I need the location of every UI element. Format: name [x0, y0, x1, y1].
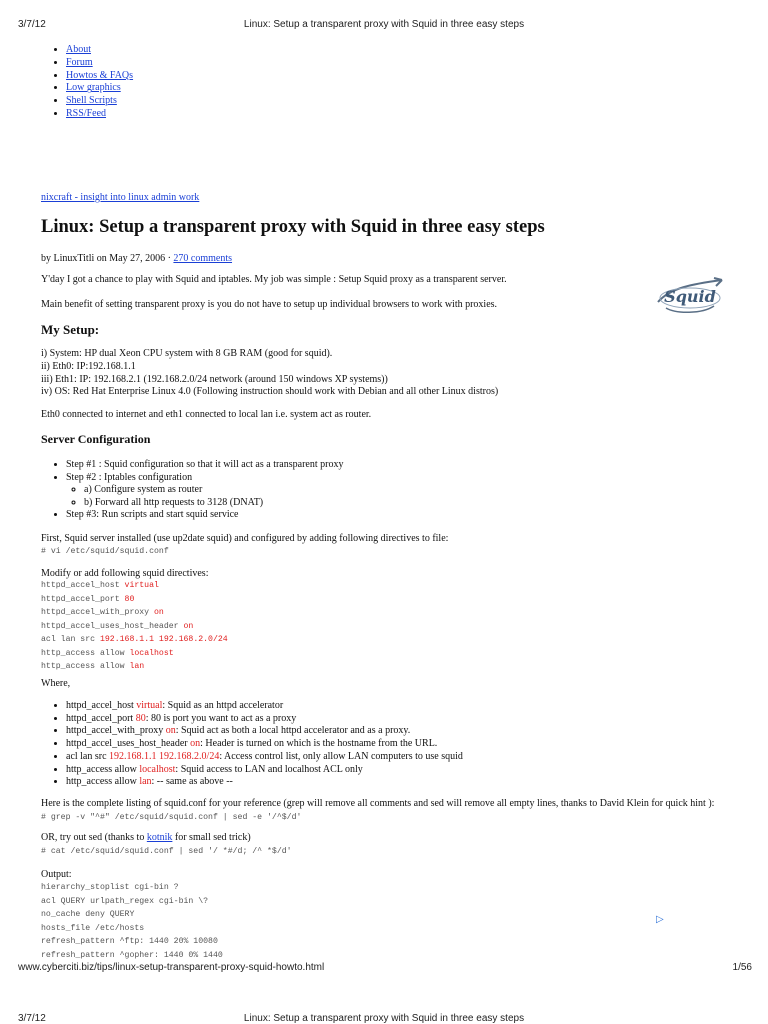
nav-link[interactable]: About [66, 44, 91, 55]
kotnik-link[interactable]: kotnik [146, 832, 173, 843]
setup-list [41, 348, 498, 399]
code-line [41, 620, 228, 634]
where-desc: : 80 is port you want to act as a proxy [145, 712, 297, 724]
code-sed: # cat /etc/squid/squid.conf | sed '/ *#/d; /^ *$/d' [41, 847, 292, 856]
output-line: refresh_pattern ^ftp: 1440 20% 10080 [41, 937, 218, 946]
where-key: httpd_accel_port [66, 712, 136, 724]
where-key: httpd_accel_uses_host_header [66, 738, 191, 750]
logo-text: Squid [664, 287, 716, 306]
where-value: localhost [139, 763, 176, 775]
output-line: hierarchy_stoplist cgi-bin ? [41, 883, 179, 892]
article-byline [41, 253, 232, 264]
where-desc: : -- same as above -- [151, 776, 233, 788]
where-value: on [165, 725, 176, 737]
code-key: httpd_accel_port [41, 594, 125, 604]
or-paragraph [41, 832, 251, 843]
where-desc: : Squid act as both a local httpd accelerator and as a proxy. [175, 725, 411, 737]
code-grep: # grep -v "^#" /etc/squid/squid.conf | sed -e '/^$/d' [41, 813, 302, 822]
code-key: httpd_accel_uses_host_header [41, 621, 184, 631]
where-item [66, 713, 463, 726]
nav-link[interactable]: Forum [66, 56, 93, 68]
where-item [66, 751, 463, 764]
site-nav [48, 44, 133, 121]
setup-line: ii) Eth0: IP:192.168.1.1 [41, 360, 136, 372]
brand [41, 192, 199, 203]
nav-link[interactable]: RSS/Feed [66, 107, 107, 119]
intro-paragraph-2: Main benefit of setting transparent proxy is you do not have to setup up individual browsers to work with proxies. [41, 299, 498, 310]
step-item [66, 472, 343, 510]
step-item: • Step #1 : Squid configuration so that it will act as a transparent proxy [66, 459, 343, 472]
code-line [41, 606, 228, 620]
setup-line: i) System: HP dual Xeon CPU system with 8 GB RAM (good for squid). [41, 348, 333, 359]
where-item [66, 764, 463, 777]
nav-item-rss[interactable] [66, 108, 133, 121]
where-key: acl lan src [66, 750, 110, 762]
output-label: Output: [41, 869, 72, 880]
code-key: http_access allow [41, 648, 130, 658]
byline-text: by LinuxTitli on May 27, 2006 · [41, 253, 174, 264]
article-title: Linux: Setup a transparent proxy with Squid in three easy steps [41, 217, 545, 237]
code-key: http_access allow [41, 662, 130, 671]
where-item [66, 700, 463, 713]
where-list [48, 700, 463, 789]
code-value: on [183, 621, 194, 631]
where-value: 80 [135, 712, 146, 724]
where-key: httpd_accel_with_proxy [66, 725, 166, 737]
first-paragraph: First, Squid server installed (use up2date squid) and configured by adding following directives to file: [41, 533, 449, 544]
complete-listing-paragraph: Here is the complete listing of squid.conf for your reference (grep will remove all comments and sed will remove all empty lines, thanks to David Klein for quick hint ): [41, 798, 715, 809]
substep-item: ◦ b) Forward all http requests to 3128 (DNAT) [84, 497, 343, 510]
where-value: 192.168.1.1 192.168.2.0/24 [109, 750, 220, 762]
where-item [66, 738, 463, 751]
brand-link[interactable]: nixcraft - insight into linux admin work [41, 192, 200, 203]
where-desc: : Header is turned on which is the hostname from the URL. [200, 738, 438, 750]
or-text: OR, try out sed (thanks to [41, 832, 147, 843]
ad-choices-icon[interactable]: ▷ [656, 914, 664, 925]
setup-line: iv) OS: Red Hat Enterprise Linux 4.0 (Following instruction should work with Debian and all other Linux distros) [41, 386, 499, 398]
nav-item-howtos[interactable] [66, 70, 133, 83]
directives-code [41, 579, 228, 674]
where-value: virtual [136, 700, 163, 711]
code-value: virtual [124, 581, 159, 590]
server-config-heading: Server Configuration [41, 432, 151, 446]
nav-link[interactable]: Howtos & FAQs [66, 69, 134, 81]
code-key: httpd_accel_host [41, 581, 125, 590]
nav-link[interactable]: Low graphics [66, 82, 121, 94]
where-item [66, 725, 463, 738]
code-value: on [154, 608, 164, 617]
print-date: 3/7/12 [18, 19, 46, 30]
output-line: hosts_file /etc/hosts [41, 923, 145, 933]
code-line [41, 660, 228, 674]
comments-link[interactable]: 270 comments [173, 253, 233, 264]
page-url: www.cyberciti.biz/tips/linux-setup-transparent-proxy-squid-howto.html [18, 962, 325, 973]
output-line: acl QUERY urlpath_regex cgi-bin \? [41, 896, 209, 906]
code-value: 80 [124, 594, 135, 604]
setup-heading: My Setup: [41, 322, 100, 337]
modify-paragraph: Modify or add following squid directives: [41, 568, 209, 579]
where-label: Where, [41, 678, 71, 689]
setup-line: iii) Eth1: IP: 192.168.2.1 (192.168.2.0/24 network (around 150 windows XP systems)) [41, 373, 388, 385]
code-value: localhost [129, 648, 174, 658]
code-value: 192.168.1.1 192.168.2.0/24 [99, 635, 228, 644]
intro-paragraph-1: Y'day I got a chance to play with Squid and iptables. My job was simple : Setup Squid proxy as a transparent server. [41, 274, 507, 285]
code-value: lan [129, 662, 145, 671]
nav-item-about[interactable] [66, 44, 133, 57]
next-print-title: Linux: Setup a transparent proxy with Squid in three easy steps [243, 1013, 525, 1024]
nav-item-shell-scripts[interactable] [66, 95, 133, 108]
squid-logo [652, 276, 728, 316]
print-title: Linux: Setup a transparent proxy with Squid in three easy steps [243, 19, 525, 30]
steps-list [48, 459, 343, 522]
where-desc: : Squid as an httpd accelerator [162, 700, 284, 711]
output-line: no_cache deny QUERY [41, 910, 135, 919]
code-line [41, 579, 228, 593]
code-key: httpd_accel_with_proxy [41, 608, 155, 617]
substeps-list [66, 484, 343, 509]
next-print-date: 3/7/12 [18, 1013, 46, 1024]
step-item: • Step #3: Run scripts and start squid service [66, 509, 343, 522]
where-desc: : Squid access to LAN and localhost ACL only [175, 763, 363, 775]
code-key: acl lan src [41, 635, 100, 644]
nav-item-low-graphics[interactable] [66, 82, 133, 95]
output-code [41, 881, 223, 962]
where-desc: : Access control list, only allow LAN computers to use squid [219, 750, 463, 762]
substep-item: ◦ a) Configure system as router [84, 484, 343, 497]
where-key: http_access allow [66, 776, 140, 788]
step-text: Step #2 : Iptables configuration [66, 471, 193, 483]
code-vi: # vi /etc/squid/squid.conf [41, 547, 169, 556]
eth-note: Eth0 connected to internet and eth1 connected to local lan i.e. system act as router. [41, 409, 372, 420]
output-line: refresh_pattern ^gopher: 1440 0% 1440 [41, 950, 223, 960]
code-line [41, 633, 228, 647]
page-number: 1/56 [732, 962, 752, 973]
code-line [41, 647, 228, 661]
where-key: httpd_accel_host [66, 700, 137, 711]
or-text-end: for small sed trick) [172, 832, 251, 843]
nav-link[interactable]: Shell Scripts [66, 95, 117, 107]
code-line [41, 593, 228, 607]
nav-item-forum[interactable] [66, 57, 133, 70]
where-key: http_access allow [66, 763, 140, 775]
where-value: on [190, 738, 201, 750]
where-item [66, 776, 463, 789]
where-value: lan [139, 776, 152, 788]
